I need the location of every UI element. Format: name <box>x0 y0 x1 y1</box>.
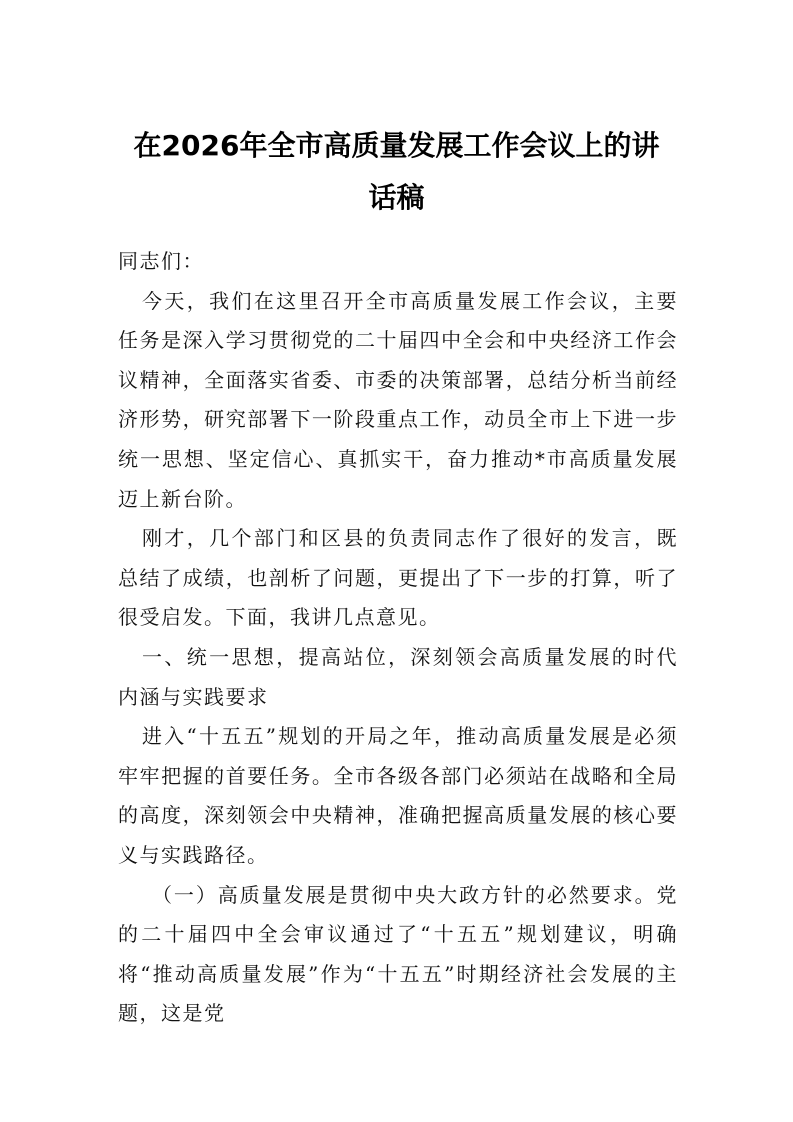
paragraph-opening: 今天，我们在这里召开全市高质量发展工作会议，主要任务是深入学习贯彻党的二十届四中全会和中央经济工作会议精神，全面落实省委、市委的决策部署，总结分析当前经济形势，研究部署下一阶段重点工作，动员全市上下进一步统一思想、坚定信心、真抓实干，奋力推动*市高质量发展迈上新台阶。 <box>118 288 678 511</box>
paragraph-remarks: 刚才，几个部门和区县的负责同志作了很好的发言，既总结了成绩，也剖析了问题，更提出了下一步的打算，听了很受启发。下面，我讲几点意见。 <box>118 526 678 630</box>
section-heading-1: 一、统一思想，提高站位，深刻领会高质量发展的时代内涵与实践要求 <box>118 644 678 709</box>
document-title <box>0 120 793 224</box>
paragraph-section-1-intro: 进入“十五五”规划的开局之年，推动高质量发展是必须牢牢把握的首要任务。全市各级各部门必须站在战略和全局的高度，深刻领会中央精神，准确把握高质量发展的核心要义与实践路径。 <box>118 724 678 867</box>
paragraph-subsection-1: （一）高质量发展是贯彻中央大政方针的必然要求。党的二十届四中全会审议通过了“十五五”规划建议，明确将“推动高质量发展”作为“十五五”时期经济社会发展的主题，这是党 <box>118 882 678 1026</box>
salutation: 同志们： <box>118 249 204 273</box>
title-line-1: 在2026年全市高质量发展工作会议上的讲 <box>133 129 660 162</box>
title-line-2: 话稿 <box>368 181 425 214</box>
document-body <box>118 242 678 1034</box>
